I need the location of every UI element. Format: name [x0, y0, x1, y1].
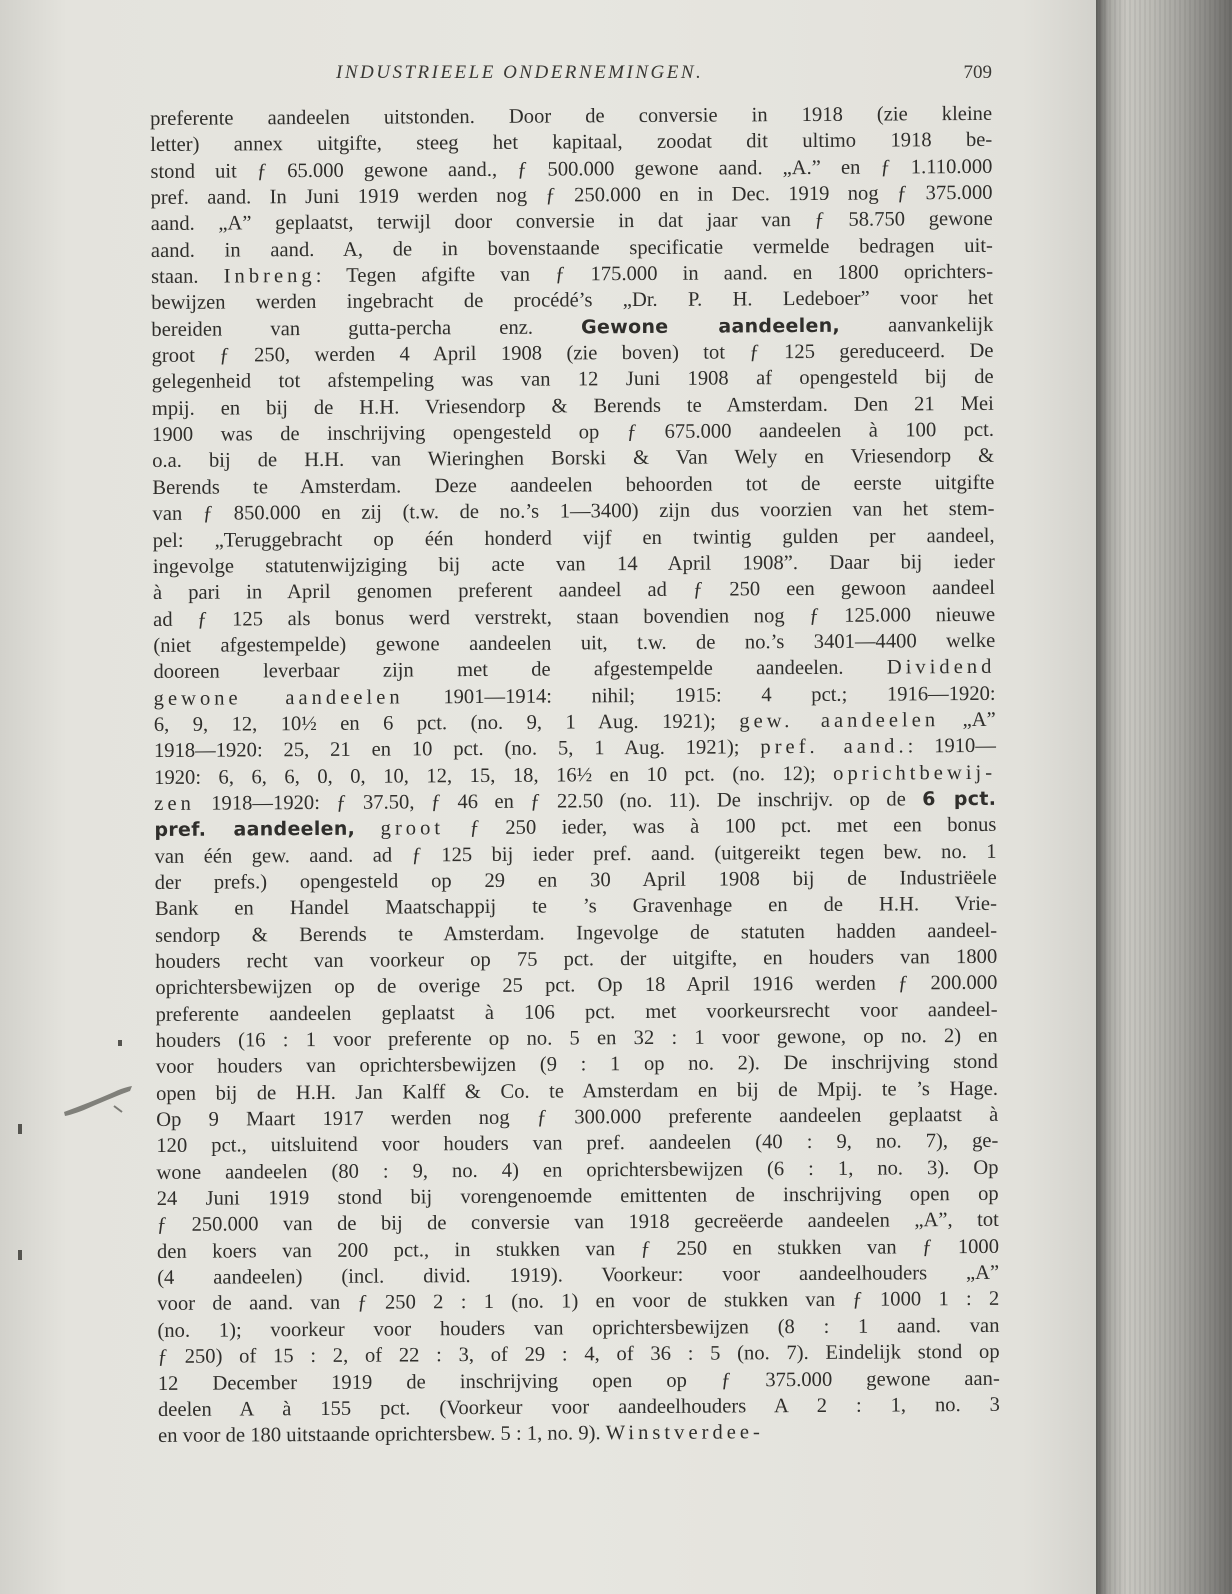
letterspaced-run: zen	[154, 792, 195, 815]
text-run: houders recht van voorkeur op 75 pct. der uitgifte, en houders van 1800	[155, 945, 998, 973]
text-run: groot ƒ 250, werden 4 April 1908 (zie boven) tot ƒ 125 gereduceerd. De	[151, 339, 994, 368]
text-run: en voor de 180 uitstaande oprichtersbew. 5 : 1, no. 9).	[158, 1422, 606, 1448]
text-run: : Tegen afgifte van ƒ 175.000 in aand. en 1800 oprichters-	[315, 260, 994, 288]
text-run: Bank en Handel Maatschappij te ’s Gravenhage en de H.H. Vrie-	[154, 893, 997, 921]
text-run: à pari in April genomen preferent aandeel ad ƒ 250 een gewoon aandeel	[152, 577, 996, 605]
text-run: stond uit ƒ 65.000 gewone aand., ƒ 500.000 gewone aand. „A.” en ƒ 1.110.000	[150, 155, 993, 183]
text-run: 12 December 1919 de inschrijving open op ƒ 375.000 gewone aan-	[157, 1367, 1000, 1395]
text-run: aand. „A” geplaatst, terwijl door conversie in dat jaar van ƒ 58.750 gewone	[150, 208, 993, 236]
text-run: aand. in aand. A, de in bovenstaande specificatie vermelde bedragen uit-	[150, 234, 993, 262]
bold-heading-run: Gewone aandeelen,	[581, 314, 841, 339]
text-run: letter) annex uitgifte, steeg het kapitaal, zoodat dit ultimo 1918 be-	[150, 129, 993, 157]
text-run: 1900 was de inschrijving opengesteld op ƒ 675.000 aandeelen à 100 pct.	[151, 418, 995, 447]
text-run: 120 pct., uitsluitend voor houders van pref. aandeelen (40 : 9, no. 7), ge-	[156, 1130, 999, 1158]
letterspaced-run: gewone aandeelen	[153, 686, 404, 710]
letterspaced-run: pref. aand.	[760, 735, 908, 759]
pencil-mark-icon	[62, 1082, 134, 1118]
margin-speck	[118, 1040, 122, 1046]
text-run: dooreen leverbaar zijn met de afgestempelde aandeelen.	[153, 656, 887, 684]
letterspaced-run: Winstverdee-	[605, 1421, 764, 1445]
text-run: pel: „Teruggebracht op één honderd vijf en twintig gulden per aandeel,	[152, 524, 995, 552]
text-run: bewijzen werden ingebracht de procédé’s „Dr. P. H. Ledeboer” voor het	[151, 287, 994, 315]
text-run: 1918—1920: 25, 21 en 10 pct. (no. 5, 1 Aug. 1921);	[153, 736, 761, 763]
text-run: „A”	[939, 708, 996, 732]
text-run: wone aandeelen (80 : 9, no. 4) en oprichtersbewijzen (6 : 1, no. 3). Op	[156, 1156, 999, 1184]
text-run: van ƒ 850.000 en zij (t.w. de no.’s 1—3400) zijn dus voorzien van het stem-	[152, 498, 995, 526]
body-paragraph	[150, 101, 1000, 1450]
letterspaced-run: groot	[380, 817, 445, 840]
margin-speck	[18, 1124, 22, 1134]
text-run: Berends te Amsterdam. Deze aandeelen behoorden tot de eerste uitgifte	[152, 471, 995, 499]
text-run: deelen A à 155 pct. (Voorkeur voor aandeelhouders A 2 : 1, no. 3	[157, 1393, 1001, 1421]
text-run: 24 Juni 1919 stond bij vorengenoemde emittenten de inschrijving open op	[156, 1182, 999, 1211]
text-run: (niet afgestempelde) gewone aandeelen uit, t.w. de no.’s 3401—4400 welke	[153, 629, 996, 657]
text-line	[158, 1392, 1000, 1423]
letterspaced-run: gew. aandeelen	[739, 709, 940, 733]
text-run: van één gew. aand. ad ƒ 125 bij ieder pref. aand. (uitgereikt tegen bew. no. 1	[154, 840, 997, 868]
text-run: bereiden van gutta-percha enz.	[151, 316, 582, 341]
text-run: 1918—1920: ƒ 37.50, ƒ 46 en ƒ 22.50 (no. 11). De inschrijv. op de	[194, 788, 923, 815]
text-run: mpij. en bij de H.H. Vriesendorp & Berends te Amsterdam. Den 21 Mei	[151, 392, 994, 420]
letterspaced-run: Inbreng	[223, 265, 316, 288]
text-run: (4 aandeelen) (incl. divid. 1919). Voorkeur: voor aandeelhouders „A”	[157, 1261, 1000, 1290]
text-run: oprichtersbewijzen op de overige 25 pct. Op 18 April 1916 werden ƒ 200.000	[155, 972, 998, 1000]
text-run: pref. aand. In Juni 1919 werden nog ƒ 250.000 en in Dec. 1919 nog ƒ 375.000	[150, 181, 993, 210]
text-run	[355, 818, 381, 840]
text-run: gelegenheid tot afstempeling was van 12 Juni 1908 af opengesteld bij de	[151, 366, 994, 394]
text-run: sendorp & Berends te Amsterdam. Ingevolge de statuten hadden aandeel-	[155, 919, 998, 947]
bold-heading-run: pref. aandeelen,	[154, 818, 356, 842]
text-run: aanvankelijk	[839, 313, 994, 337]
text-run: preferente aandeelen geplaatst à 106 pct. met voorkeursrecht voor aandeel-	[155, 998, 998, 1026]
text-run: preferente aandeelen uitstonden. Door de conversie in 1918 (zie kleine	[150, 102, 993, 130]
text-run: staan.	[150, 265, 224, 289]
text-run: open bij de H.H. Jan Kalff & Co. te Amsterdam en bij de Mpij. te ’s Hage.	[155, 1077, 999, 1105]
text-run: 1920: 6, 6, 6, 0, 0, 10, 12, 15, 18, 16½ en 10 pct. (no. 12);	[154, 762, 834, 789]
text-run: ƒ 250 ieder, was à 100 pct. met een bonus	[444, 814, 997, 840]
text-run: Op 9 Maart 1917 werden nog ƒ 300.000 preferente aandeelen geplaatst à	[156, 1103, 999, 1132]
text-run: 6, 9, 12, 10½ en 6 pct. (no. 9, 1 Aug. 1921);	[153, 710, 740, 736]
book-binding	[1096, 0, 1232, 1594]
text-run: ad ƒ 125 als bonus werd verstrekt, staan bovendien nog ƒ 125.000 nieuwe	[153, 603, 996, 631]
text-run: (no. 1); voorkeur voor houders van oprichtersbewijzen (8 : 1 aand. van	[157, 1314, 1000, 1342]
text-run: voor de aand. van ƒ 250 2 : 1 (no. 1) en voor de stukken van ƒ 1000 1 : 2	[157, 1288, 1000, 1316]
text-run: o.a. bij de H.H. van Wieringhen Borski & Van Wely en Vriesendorp &	[152, 445, 995, 473]
text-run: houders (16 : 1 voor preferente op no. 5 en 32 : 1 voor gewone, op no. 2) en	[155, 1024, 998, 1053]
bold-heading-run: 6 pct.	[922, 787, 997, 811]
text-run: ƒ 250.000 van de bij de conversie van 1918 gecreëerde aandeelen „A”, tot	[156, 1209, 999, 1237]
text-line	[158, 1418, 1000, 1449]
letterspaced-run: oprichtbewij-	[833, 761, 997, 785]
page-header	[146, 62, 992, 92]
text-run: ingevolge statutenwijziging bij acte van 14 April 1908”. Daar bij ieder	[152, 550, 995, 578]
margin-speck	[18, 1250, 22, 1260]
text-run: 1901—1914: nihil; 1915: 4 pct.; 1916—1920:	[403, 682, 996, 709]
text-run: der prefs.) opengesteld op 29 en 30 April 1908 bij de Industriëele	[154, 866, 997, 894]
page-number: 709	[963, 62, 992, 83]
text-run: ƒ 250) of 15 : 2, of 22 : 3, of 29 : 4, of 36 : 5 (no. 7). Eindelijk stond op	[157, 1340, 1000, 1369]
text-run: den koers van 200 pct., in stukken van ƒ 250 en stukken van ƒ 1000	[156, 1235, 1000, 1263]
running-head: INDUSTRIEELE ONDERNEMINGEN.	[336, 62, 704, 83]
text-run: : 1910—	[907, 735, 996, 758]
text-run: voor houders van oprichtersbewijzen (9 : 1 op no. 2). De inschrijving stond	[155, 1051, 998, 1079]
letterspaced-run: Dividend	[886, 656, 996, 679]
